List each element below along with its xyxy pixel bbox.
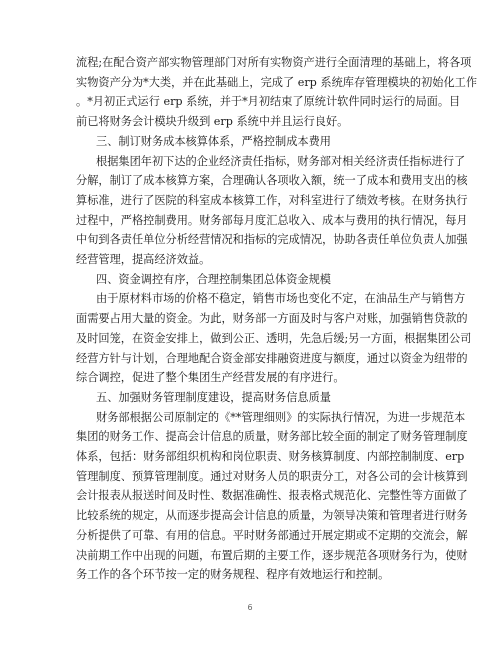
paragraph-line: 经营方针与计划，合理地配合资金部安排融资进度与额度，通过以资金为纽带的	[76, 351, 468, 365]
paragraph-line: 由于原材料市场的价格不稳定，销售市场也变化不定，在油品生产与销售方	[96, 292, 466, 306]
paragraph-line: 会计报表从报送时间及时性、数据准确性、报表格式规范化、完整性等方面做了	[76, 489, 468, 503]
page-number: 6	[247, 603, 253, 612]
section-heading: 四、资金调控有序，合理控制集团总体资金规模	[96, 272, 331, 286]
paragraph-line: 管理制度、预算管理制度。通过对财务人员的职责分工，对各公司的会计核算到	[76, 469, 468, 483]
paragraph-line: 决前期工作中出现的问题，布置后期的主要工作，逐步规范各项财务行为，使财	[76, 548, 468, 562]
paragraph-line: 中旬到各责任单位分析经营情况和指标的完成情况，协助各责任单位负责人加强	[76, 233, 468, 247]
section-heading: 五、加强财务管理制度建设，提高财务信息质量	[96, 390, 331, 404]
paragraph-line: 实物资产分为*大类，并在此基础上，完成了 erp 系统库存管理模块的初始化工作	[76, 75, 478, 89]
paragraph-line: 分析提供了可靠、有用的信息。平时财务部通过开展定期或不定期的交流会，解	[76, 528, 468, 542]
paragraph-line: 前已将财务会计模块升级到 erp 系统中并且运行良好。	[76, 115, 349, 129]
paragraph-line: 。*月初正式运行 erp 系统，并于*月初结束了原统计软件同时运行的局面。目	[76, 95, 461, 109]
paragraph-line: 综合调控，促进了整个集团生产经营发展的有序进行。	[76, 371, 345, 385]
paragraph-line: 过程中，严格控制费用。财务部每月度汇总收入、成本与费用的执行情况，每月	[76, 213, 468, 227]
section-heading: 三、制订财务成本核算体系，严格控制成本费用	[96, 134, 331, 148]
paragraph-line: 经营管理，提高经济效益。	[76, 253, 211, 266]
paragraph-line: 根据集团年初下达的企业经济责任指标，财务部对相关经济责任指标进行了	[96, 154, 466, 168]
paragraph-line: 流程;在配合资产部实物管理部门对所有实物资产进行全面清理的基础上，将各项	[76, 56, 472, 69]
paragraph-line: 面需要占用大量的资金。为此，财务部一方面及时与客户对账，加强销售贷款的	[76, 312, 468, 326]
paragraph-line: 分解，制订了成本核算方案，合理确认各项收入额，统一了成本和费用支出的核	[76, 174, 468, 188]
paragraph-line: 务工作的各个环节按一定的财务规程、程序有效地运行和控制。	[76, 568, 390, 582]
paragraph-line: 财务部根据公司原制定的《**管理细则》的实际执行情况，为进一步规范本	[96, 410, 466, 424]
paragraph-line: 比较系统的规定，从而逐步提高会计信息的质量，为领导决策和管理者进行财务	[76, 509, 468, 523]
paragraph-line: 集团的财务工作、提高会计信息的质量，财务部比较全面的制定了财务管理制度	[76, 430, 468, 444]
paragraph-line: 及时回笼，在资金安排上，做到公正、透明，先急后缓;另一方面，根据集团公司	[76, 331, 472, 345]
paragraph-line: 体系，包括：财务部组织机构和岗位职责、财务核算制度、内部控制制度、erp	[76, 450, 465, 463]
paragraph-line: 算标准，进行了医院的科室成本核算工作，对科室进行了绩效考核。在财务执行	[76, 193, 468, 207]
